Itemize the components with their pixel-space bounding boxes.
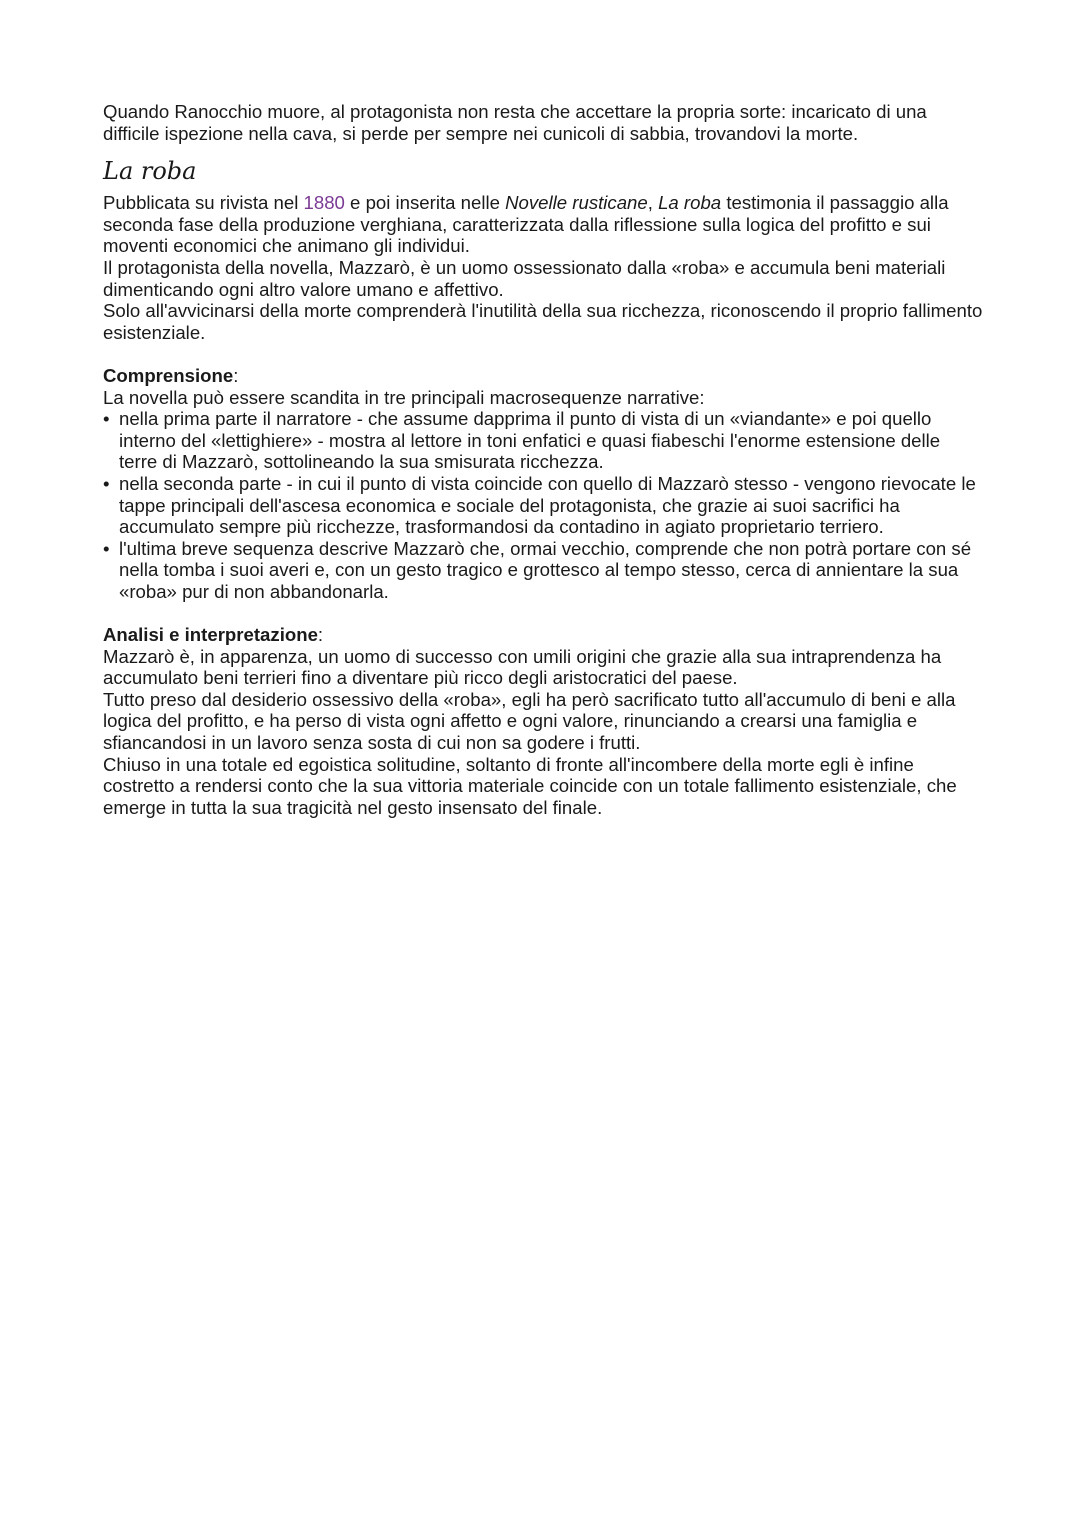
comprensione-heading: Comprensione: xyxy=(103,364,239,386)
analisi-paragraph-2: Tutto preso dal desiderio ossessivo della «roba», egli ha però sacrificato tutto all'accumulo di beni e alla logica del profitto, e ha perso di vista ogni affetto e ogni valore, rinunciando a crearsi una famiglia e sfiancandosi in un lavoro senza sosta di cui non sa godere i frutti. xyxy=(103,688,956,754)
section-paragraph-2: Il protagonista della novella, Mazzarò, è un uomo ossessionato dalla «roba» e accumula beni materiali dimenticando ogni altro valore umano e affettivo. xyxy=(103,256,946,300)
analisi-paragraph-1: Mazzarò è, in apparenza, un uomo di successo con umili origini che grazie alla sua intraprendenza ha accumulato beni terrieri fino a diventare più ricco degli aristocratici del paese. xyxy=(103,645,942,689)
section-heading: La roba xyxy=(103,157,197,186)
comprensione-lead: La novella può essere scandita in tre principali macrosequenze narrative: xyxy=(103,386,705,408)
analisi-paragraph-3: Chiuso in una totale ed egoistica solitudine, soltanto di fronte all'incombere della morte egli è infine costretto a rendersi conto che la sua vittoria materiale coincide con un totale fallimento esistenziale, che emerge in tutta la sua tragicità nel gesto insensato del finale. xyxy=(103,753,957,818)
year-highlight: 1880 xyxy=(303,192,345,214)
section-paragraph-1: Pubblicata su rivista nel 1880 e poi inserita nelle Novelle rusticane, La roba testimonia il passaggio alla seconda fase della produzione verghiana, caratterizzata dalla riflessione sulla logica del profitto e sui moventi economici che animano gli individui. xyxy=(103,192,949,257)
novella-title: La roba xyxy=(658,192,722,214)
section-paragraph-3: Solo all'avvicinarsi della morte comprenderà l'inutilità della sua ricchezza, riconoscendo il proprio fallimento esistenziale. xyxy=(103,300,983,343)
book-title: Novelle rusticane xyxy=(505,192,648,214)
intro-paragraph: Quando Ranocchio muore, al protagonista non resta che accettare la propria sorte: incaricato di una difficile ispezione nella cava, si perde per sempre nei cunicoli di sabbia, trovandovi la morte. xyxy=(103,101,927,144)
comprensione-list xyxy=(103,408,983,602)
list-item: • nella prima parte il narratore - che assume dapprima il punto di vista di un «viandante» e poi quello interno del «lettighiere» - mostra al lettore in toni enfatici e quasi fiabeschi l'enorme estensione delle terre di Mazzarò, sottolineando la sua smisurata ricchezza. xyxy=(103,408,983,473)
document-body xyxy=(103,101,983,818)
list-item: • l'ultima breve sequenza descrive Mazzarò che, ormai vecchio, comprende che non potrà portare con sé nella tomba i suoi averi e, con un gesto tragico e grottesco al tempo stesso, cerca di annientare la sua «roba» pur di non abbandonarla. xyxy=(103,538,983,603)
list-item: • nella seconda parte - in cui il punto di vista coincide con quello di Mazzarò stesso - vengono rievocate le tappe principali dell'ascesa economica e sociale del protagonista, che grazie ai suoi sacrifici ha accumulato sempre più ricchezze, trasformandosi da contadino in agiato proprietario terriero. xyxy=(103,473,983,538)
analisi-heading: Analisi e interpretazione: xyxy=(103,624,324,646)
